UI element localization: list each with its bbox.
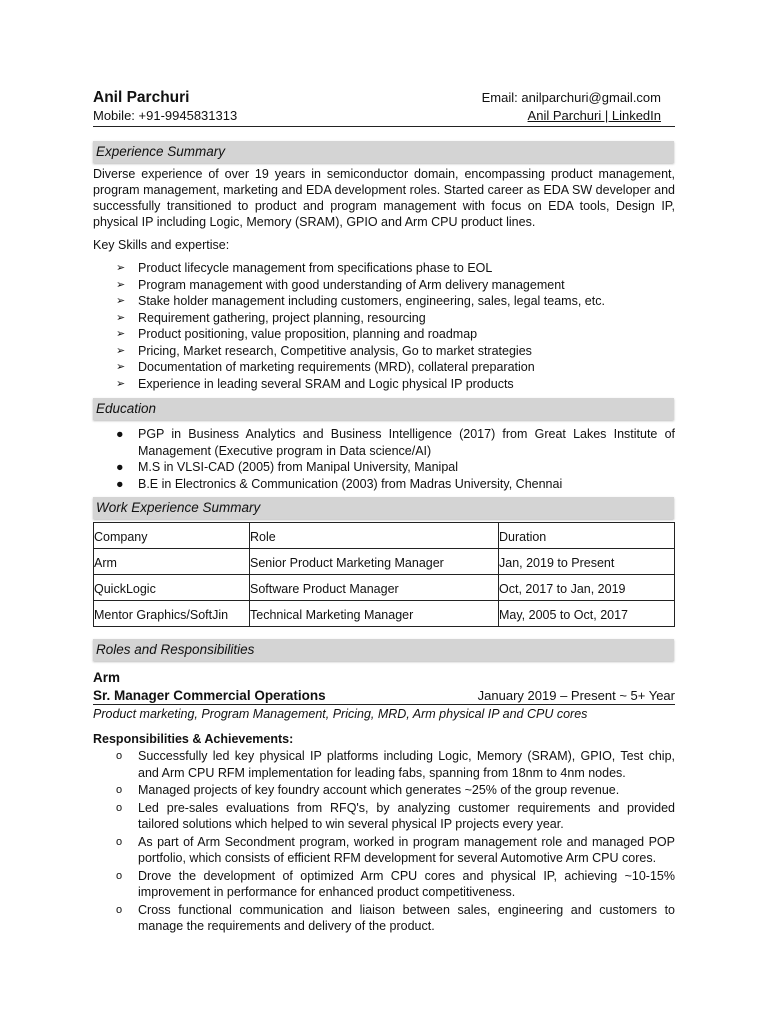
list-item: o As part of Arm Secondment program, worked in program management role and managed POP portfolio, which consists of efficient RFM development for several Automotive Arm CPU cores. <box>116 834 675 865</box>
list-item: ➢ Requirement gathering, project planning, resourcing <box>116 310 426 325</box>
education-heading: Education <box>93 398 674 420</box>
table-header-cell: Role <box>250 523 499 549</box>
dot-bullet-icon: ● <box>116 460 124 474</box>
table-cell: Senior Product Marketing Manager <box>250 549 499 575</box>
role-position: Sr. Manager Commercial Operations <box>93 688 326 703</box>
header-top-row <box>93 88 675 108</box>
table-cell: Jan, 2019 to Present <box>499 549 675 575</box>
work-summary-heading: Work Experience Summary <box>93 497 674 519</box>
arrow-bullet-icon: ➢ <box>116 361 126 373</box>
responsibilities-heading: Responsibilities & Achievements: <box>93 732 294 746</box>
table-cell: Arm <box>94 549 250 575</box>
skills-list <box>93 260 675 392</box>
list-item: ➢ Documentation of marketing requirements (MRD), collateral preparation <box>116 360 535 374</box>
linkedin-link[interactable]: Anil Parchuri | LinkedIn <box>527 108 661 123</box>
table-cell: Technical Marketing Manager <box>250 601 499 627</box>
circle-bullet-icon: o <box>116 835 123 848</box>
role-company: Arm <box>93 670 121 685</box>
list-item: ➢ Product lifecycle management from specifications phase to EOL <box>116 261 493 275</box>
table-cell: Mentor Graphics/SoftJin <box>94 601 250 627</box>
circle-bullet-icon: o <box>116 784 123 796</box>
header-second-row <box>93 108 675 127</box>
roles-heading: Roles and Responsibilities <box>93 639 674 661</box>
circle-bullet-icon: o <box>116 750 123 762</box>
circle-bullet-icon: o <box>116 801 123 814</box>
arrow-bullet-icon: ➢ <box>116 344 126 357</box>
education-list <box>93 426 675 492</box>
list-item: ➢ Experience in leading several SRAM and Logic physical IP products <box>116 376 514 391</box>
list-item: o Drove the development of optimized Arm CPU cores and physical IP, achieving ~10-15% improvement in performance for enhanced product competitiveness. <box>116 868 675 899</box>
arrow-bullet-icon: ➢ <box>116 328 126 340</box>
resume-page <box>93 88 675 936</box>
circle-bullet-icon: o <box>116 903 123 916</box>
table-cell: QuickLogic <box>94 575 250 601</box>
table-cell: Software Product Manager <box>250 575 499 601</box>
dot-bullet-icon: ● <box>116 476 124 491</box>
arrow-bullet-icon: ➢ <box>116 311 126 324</box>
table-row <box>94 601 675 627</box>
list-item: ➢ Stake holder management including customers, engineering, sales, legal teams, etc. <box>116 294 605 308</box>
responsibilities-list <box>93 748 675 935</box>
list-item: ➢ Program management with good understanding of Arm delivery management <box>116 277 565 292</box>
role-dates: January 2019 – Present ~ 5+ Year <box>477 688 675 703</box>
arrow-bullet-icon: ➢ <box>116 295 126 307</box>
arrow-bullet-icon: ➢ <box>116 262 126 274</box>
table-header-cell: Duration <box>499 523 675 549</box>
list-item: o Led pre-sales evaluations from RFQ's, by analyzing customer requirements and provided tailored solutions which helped to win several physical IP projects every year. <box>116 800 675 831</box>
table-row <box>94 575 675 601</box>
table-cell: Oct, 2017 to Jan, 2019 <box>499 575 675 601</box>
dot-bullet-icon: ● <box>116 427 124 441</box>
list-item: o Cross functional communication and liaison between sales, engineering and customers to manage the requirements and delivery of the product. <box>116 902 675 933</box>
list-item: ➢ Product positioning, value proposition, planning and roadmap <box>116 327 478 341</box>
role-title-row <box>93 687 675 705</box>
list-item: ➢ Pricing, Market research, Competitive analysis, Go to market strategies <box>116 343 532 358</box>
mobile-text: Mobile: +91-9945831313 <box>93 108 238 123</box>
arrow-bullet-icon: ➢ <box>116 377 126 390</box>
list-item: ● M.S in VLSI-CAD (2005) from Manipal University, Manipal <box>116 460 459 474</box>
experience-summary-heading: Experience Summary <box>93 141 674 163</box>
email-text: Email: anilparchuri@gmail.com <box>481 90 661 105</box>
list-item: ● PGP in Business Analytics and Business Intelligence (2017) from Great Lakes Institute of Management (Executive program in Data science/AI) <box>116 427 675 458</box>
skills-title: Key Skills and expertise: <box>93 238 230 252</box>
table-row <box>94 549 675 575</box>
role-subtitle: Product marketing, Program Management, Pricing, MRD, Arm physical IP and CPU cores <box>93 707 588 721</box>
work-summary-table <box>93 522 675 627</box>
table-header-row <box>94 523 675 549</box>
table-header-cell: Company <box>94 523 250 549</box>
experience-summary-paragraph: Diverse experience of over 19 years in semiconductor domain, encompassing product management, program management, marketing and EDA development roles. Started career as EDA SW developer and successfully transitioned to product and program management with focus on EDA tools, Design IP, physical IP including Logic, Memory (SRAM), GPIO and Arm CPU product lines. <box>93 167 675 229</box>
list-item: ● B.E in Electronics & Communication (2003) from Madras University, Chennai <box>116 476 563 491</box>
list-item: o Successfully led key physical IP platforms including Logic, Memory (SRAM), GPIO, Test chip, and Arm CPU RFM implementation for leading fabs, spanning from 18nm to 4nm nodes. <box>116 749 675 780</box>
candidate-name: Anil Parchuri <box>93 89 190 106</box>
list-item: o Managed projects of key foundry account which generates ~25% of the group revenue. <box>116 783 620 797</box>
circle-bullet-icon: o <box>116 869 123 882</box>
arrow-bullet-icon: ➢ <box>116 278 126 291</box>
table-cell: May, 2005 to Oct, 2017 <box>499 601 675 627</box>
